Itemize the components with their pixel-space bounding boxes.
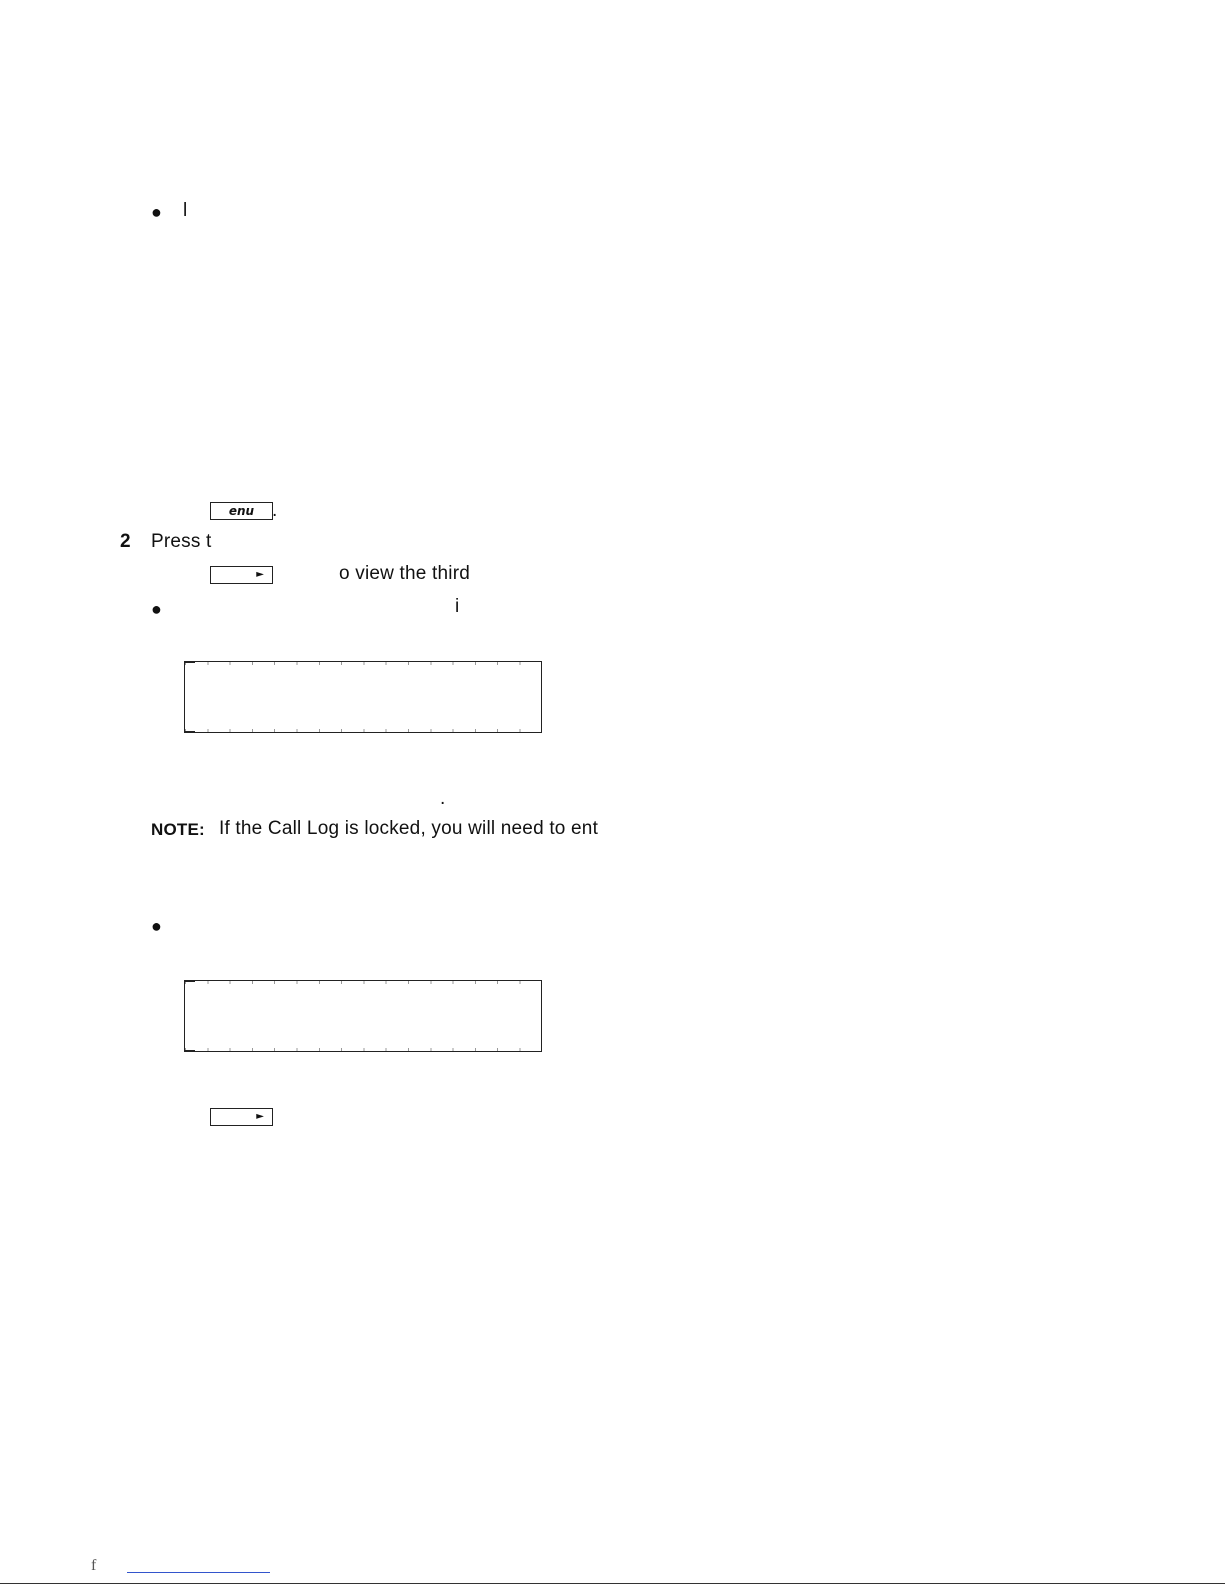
bullet-dot: ● — [151, 916, 162, 936]
sentence-period: . — [440, 788, 446, 809]
bullet-dot: ● — [151, 599, 162, 619]
right-arrow-key-icon: ► — [210, 566, 273, 584]
note-label: NOTE: — [151, 820, 205, 839]
step-text: Press t — [151, 531, 212, 552]
sentence-period: . — [272, 500, 278, 521]
bullet-text: i — [455, 596, 460, 617]
footer-marker: f — [91, 1557, 97, 1574]
note-text: If the Call Log is locked, you will need to ent — [219, 818, 599, 839]
footer-rule — [0, 1583, 1225, 1584]
instruction-text: o view the third — [339, 563, 470, 584]
right-arrow-key-icon: ► — [210, 1108, 273, 1126]
lcd-display — [184, 661, 542, 733]
menu-key-icon: enu — [210, 502, 273, 520]
footer-link-underline[interactable] — [127, 1572, 270, 1573]
bullet-dot: ● — [151, 202, 162, 222]
bullet-text: l — [183, 200, 188, 221]
lcd-display — [184, 980, 542, 1052]
step-number: 2 — [120, 531, 131, 552]
